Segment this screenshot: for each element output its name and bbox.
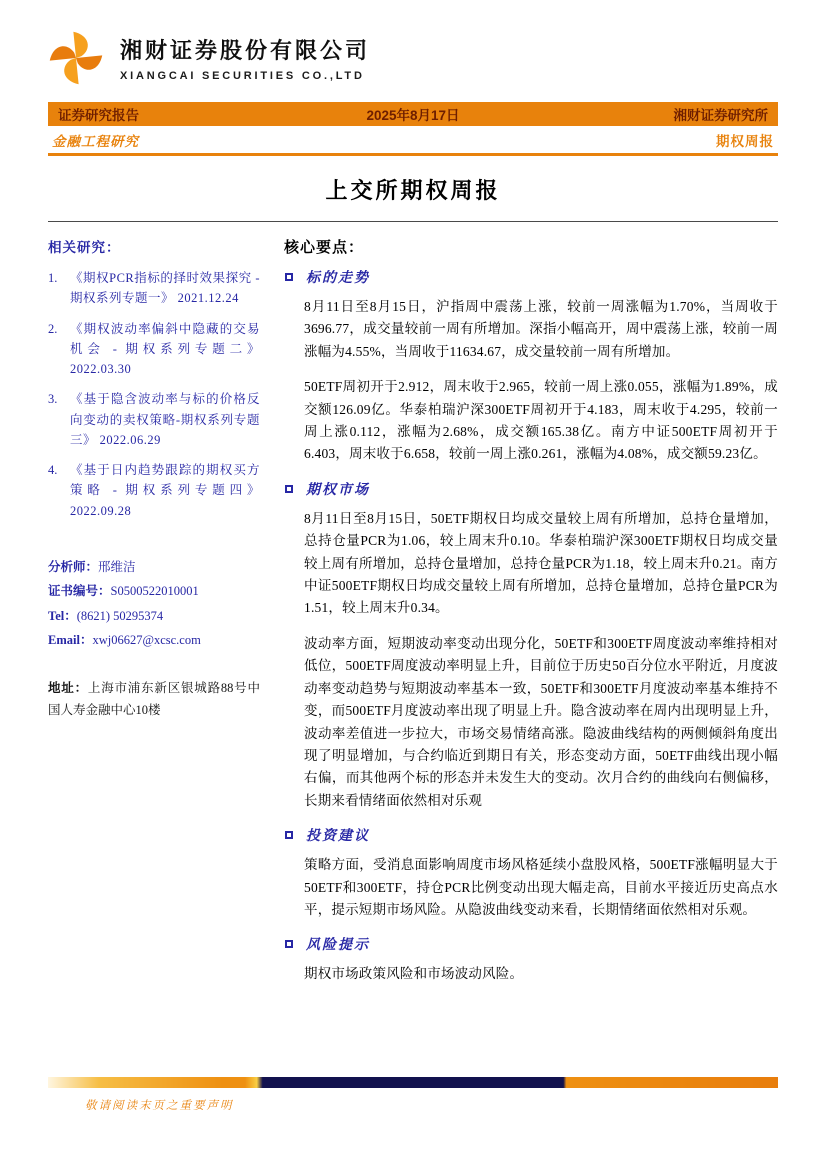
body-paragraph: 期权市场政策风险和市场波动风险。 [304, 966, 524, 982]
item-text: 《基于日内趋势跟踪的期权买方策略 - 期权系列专题四》 2022.09.28 [70, 463, 260, 518]
square-bullet-icon [285, 940, 293, 948]
square-bullet-icon [285, 831, 293, 839]
core-points-title: 核心要点： [284, 239, 365, 256]
section-investment-advice [284, 825, 778, 921]
sidebar [48, 236, 260, 999]
report-date: 2025年8月17日 [366, 108, 460, 123]
email-line [48, 628, 260, 652]
analyst-label: 分析师： [48, 559, 99, 574]
company-name-en: XIANGCAI SECURITIES CO.,LTD [120, 70, 365, 82]
item-number: 2. [48, 321, 58, 336]
section-heading-row [284, 479, 778, 499]
research-category: 金融工程研究 [52, 133, 139, 149]
section-heading-row [284, 825, 778, 845]
body-paragraph: 8月11日至8月15日，沪指周中震荡上涨，较前一周涨幅为1.70%，当周收于3696.77，成交量较前一周有所增加。深指小幅高开，周中震荡上涨，较前一周涨幅为4.55%，当周收于11634.67，成交量较前一周有所增加。 [304, 299, 778, 359]
item-number: 3. [48, 392, 58, 407]
section-underlying-trend [284, 267, 778, 466]
analyst-info [48, 555, 260, 653]
address-info [48, 678, 260, 721]
research-institute: 湘财证券研究所 [673, 108, 768, 123]
section-heading: 风险提示 [306, 938, 370, 954]
section-heading-row [284, 267, 778, 287]
body-paragraph: 50ETF周初开于2.912，周末收于2.965，较前一周上涨0.055，涨幅为1.89%，成交额126.09亿。华泰柏瑞沪深300ETF周初开于4.183，周末收于4.295，较前一周上涨0.112，涨幅为2.68%，成交额165.38亿。南方中证500ETF周初开于6.403，周末收于6.658，较前一周上涨0.261，涨幅为4.08%，成交额59.23亿。 [304, 379, 778, 462]
tel-number: (8621) 50295374 [76, 608, 164, 623]
body-paragraph: 8月11日至8月15日，50ETF期权日均成交量较上周有所增加，总持仓量增加，总持仓量PCR为1.06，较上周末升0.10。华泰柏瑞沪深300ETF期权日均成交量较上周有所增加，总持仓量增加，总持仓量PCR为1.18，较上周末升0.21。南方中证500ETF期权日均成交量较上周有所增加，总持仓量增加，总持仓量PCR为1.51，较上周末升0.34。 [304, 510, 778, 616]
cert-label: 证书编号： [48, 584, 111, 599]
square-bullet-icon [285, 273, 293, 281]
page-footer [48, 1077, 778, 1113]
body-paragraph: 波动率方面，短期波动率变动出现分化，50ETF和300ETF周度波动率维持相对低位，500ETF周度波动率明显上升，目前位于历史50百分位水平附近，月度波动率变动趋势与短期波动率基本一致，50ETF和300ETF月度波动率基本维持不变，而500ETF月度波动率出现了明显上升。隐含波动率在周内出现明显上升，波动率差值进一步拉大，市场交易情绪高涨。隐波曲线结构的两侧倾斜角度出现了明显增加，与合约临近到期日有关，形态变动方面，50ETF曲线出现小幅右偏，而其他两个标的形态并未发生大的变动。次月合约的曲线向右侧偏移，长期来看情绪面依然相对乐观 [304, 635, 778, 808]
square-bullet-icon [285, 485, 293, 493]
analyst-line [48, 555, 260, 579]
related-research-title: 相关研究： [48, 240, 121, 255]
section-options-market [284, 479, 778, 812]
report-meta-band [48, 102, 778, 126]
item-text: 《基于隐含波动率与标的价格反向变动的卖权策略-期权系列专题三》 2022.06.29 [70, 392, 260, 447]
section-risk-warning [284, 934, 778, 985]
report-category-band [48, 126, 778, 156]
body-paragraph: 策略方面，受消息面影响周度市场风格延续小盘股风格，500ETF涨幅明显大于50ETF和300ETF，持仓PCR比例变动出现大幅走高，目前水平接近历史高点水平，提示短期市场风险。从隐波曲线变动来看，长期情绪面依然相对乐观。 [304, 857, 778, 917]
report-type-label: 证券研究报告 [58, 108, 139, 123]
page-title: 上交所期权周报 [325, 178, 501, 203]
related-research-item [48, 268, 260, 309]
related-research-item [48, 319, 260, 380]
email-label: Email： [48, 632, 93, 647]
xiangcai-pinwheel-logo-icon [48, 30, 104, 86]
footer-gradient-bar [48, 1077, 778, 1088]
company-name-cn: 湘财证券股份有限公司 [120, 38, 371, 63]
email-address: xwj06627@xcsc.com [92, 632, 201, 647]
item-number: 1. [48, 271, 58, 285]
address-value: 上海市浦东新区银城路88号中国人寿金融中心10楼 [48, 681, 260, 717]
cert-number: S0500522010001 [110, 584, 199, 599]
section-heading: 期权市场 [306, 482, 370, 498]
brand-text [120, 34, 370, 82]
item-number: 4. [48, 463, 58, 477]
report-series: 期权周报 [716, 133, 774, 149]
analyst-name: 邢维洁 [98, 559, 136, 574]
cert-line [48, 579, 260, 603]
section-heading-row [284, 934, 778, 954]
report-body [284, 236, 778, 999]
item-text: 《期权PCR指标的择时效果探究 - 期权系列专题一》 2021.12.24 [70, 271, 260, 306]
item-text: 《期权波动率偏斜中隐藏的交易机会 - 期权系列专题二》 2022.03.30 [70, 321, 260, 376]
section-heading: 标的走势 [306, 271, 370, 286]
title-divider [48, 221, 778, 222]
tel-line [48, 604, 260, 628]
section-heading: 投资建议 [306, 829, 370, 845]
related-research-item [48, 389, 260, 450]
brand-header [48, 0, 778, 86]
address-label: 地址： [48, 681, 88, 696]
footer-disclaimer: 敬请阅读末页之重要声明 [85, 1100, 234, 1112]
tel-label: Tel： [48, 608, 77, 623]
related-research-item [48, 460, 260, 521]
